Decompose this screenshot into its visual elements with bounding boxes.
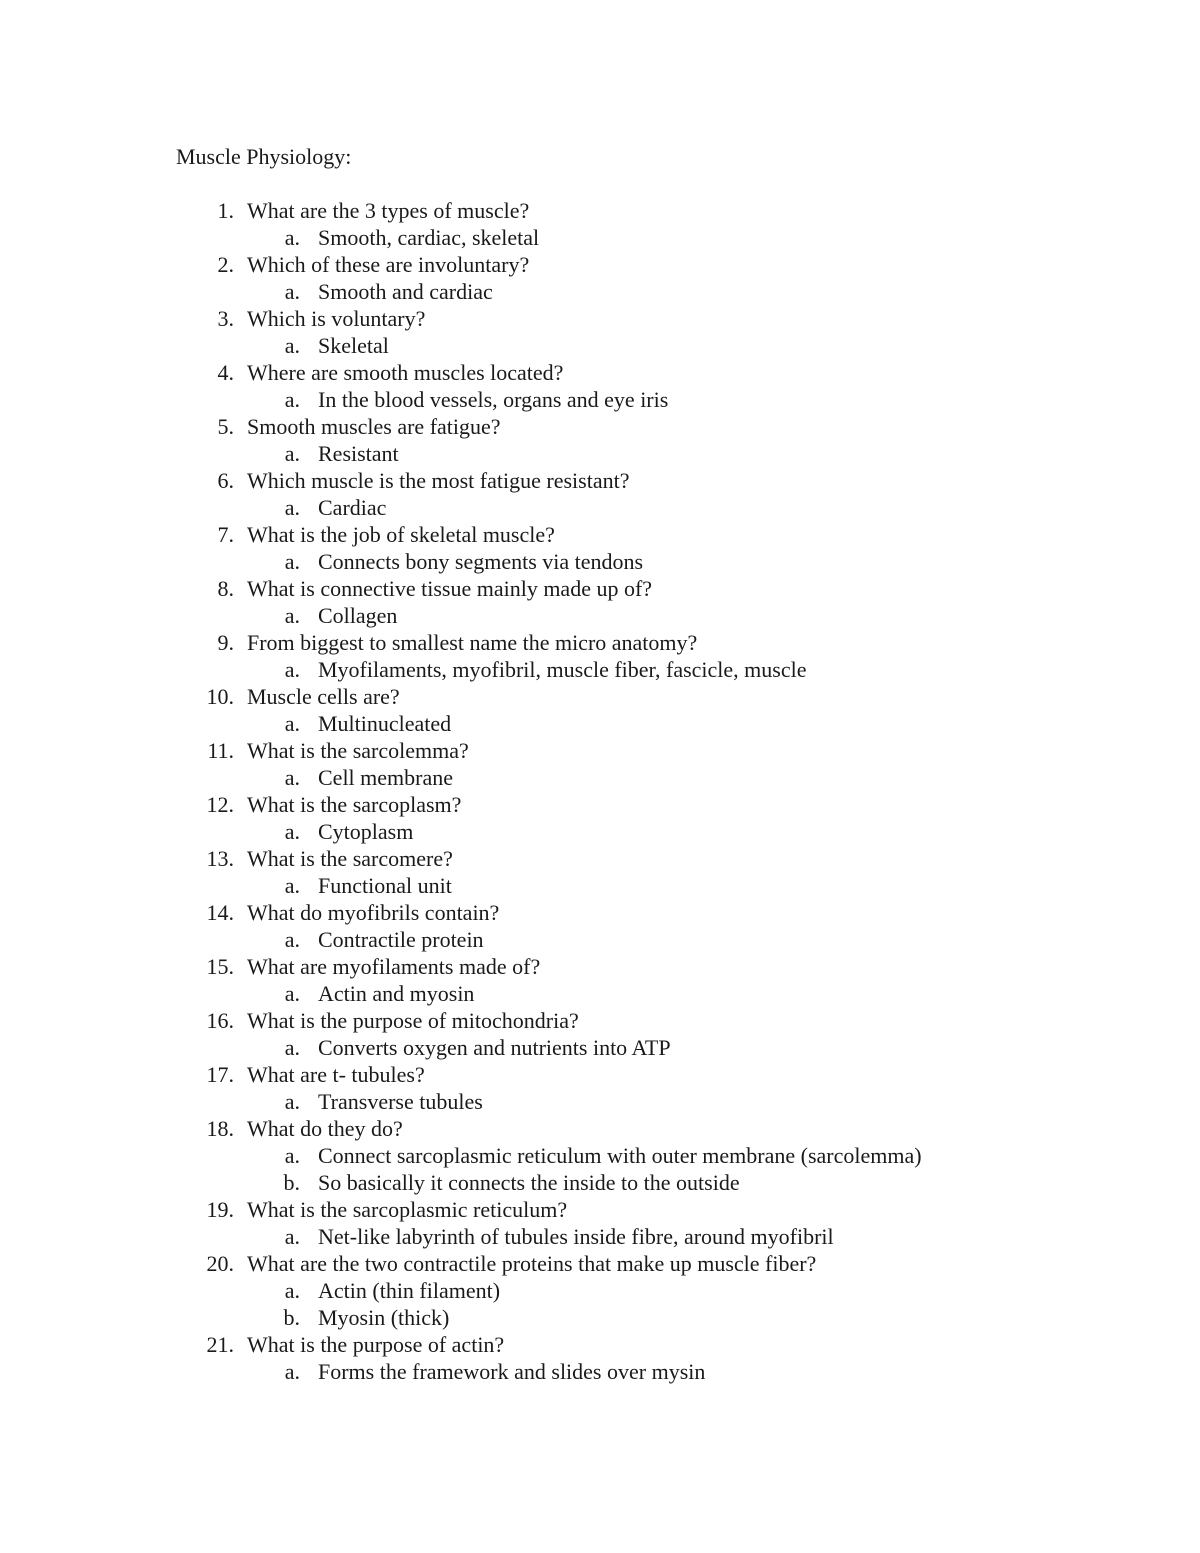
question-text: Which is voluntary? — [247, 306, 426, 331]
question-item — [0, 413, 1200, 440]
answer-text: Connect sarcoplasmic reticulum with outer membrane (sarcolemma) — [318, 1143, 922, 1168]
question-number: 5. — [217, 414, 234, 439]
answer-letter: a. — [284, 981, 300, 1006]
question-number: 1. — [217, 198, 234, 223]
answer-text: Net-like labyrinth of tubules inside fibre, around myofibril — [318, 1224, 834, 1249]
answer-item — [0, 980, 1200, 1007]
question-item — [0, 683, 1200, 710]
answer-text: Actin and myosin — [318, 981, 475, 1006]
answer-letter: a. — [284, 603, 300, 628]
answer-text: Smooth and cardiac — [318, 279, 493, 304]
answer-letter: a. — [284, 549, 300, 574]
question-number: 19. — [206, 1197, 234, 1222]
question-text: Which of these are involuntary? — [247, 252, 530, 277]
page-title: Muscle Physiology: — [176, 144, 352, 169]
answer-text: Collagen — [318, 603, 398, 628]
answer-text: Multinucleated — [318, 711, 452, 736]
question-number: 9. — [217, 630, 234, 655]
question-text: What is the purpose of mitochondria? — [247, 1008, 579, 1033]
question-item — [0, 845, 1200, 872]
question-item — [0, 1331, 1200, 1358]
answer-item — [0, 818, 1200, 845]
question-text: What is the job of skeletal muscle? — [247, 522, 555, 547]
question-number: 3. — [217, 306, 234, 331]
question-item — [0, 521, 1200, 548]
question-text: Smooth muscles are fatigue? — [247, 414, 501, 439]
answer-item — [0, 1277, 1200, 1304]
question-text: What are the 3 types of muscle? — [247, 198, 530, 223]
answer-item — [0, 386, 1200, 413]
answer-item — [0, 1358, 1200, 1385]
question-text: Which muscle is the most fatigue resistant? — [247, 468, 630, 493]
question-item — [0, 359, 1200, 386]
question-text: What is the sarcolemma? — [247, 738, 469, 763]
answer-item — [0, 1142, 1200, 1169]
question-number: 6. — [217, 468, 234, 493]
question-list — [0, 197, 1200, 1385]
answer-item — [0, 926, 1200, 953]
question-number: 7. — [217, 522, 234, 547]
question-number: 4. — [217, 360, 234, 385]
question-number: 2. — [217, 252, 234, 277]
answer-letter: a. — [284, 927, 300, 952]
answer-letter: a. — [284, 711, 300, 736]
answer-letter: a. — [284, 387, 300, 412]
question-item — [0, 197, 1200, 224]
question-item — [0, 737, 1200, 764]
answer-item — [0, 1088, 1200, 1115]
answer-text: Resistant — [318, 441, 399, 466]
answer-text: Cell membrane — [318, 765, 454, 790]
answer-text: Converts oxygen and nutrients into ATP — [318, 1035, 671, 1060]
answer-item — [0, 1169, 1200, 1196]
question-item — [0, 629, 1200, 656]
answer-item — [0, 710, 1200, 737]
question-text: What are the two contractile proteins that make up muscle fiber? — [247, 1251, 817, 1276]
answer-text: Cytoplasm — [318, 819, 414, 844]
answer-item — [0, 1304, 1200, 1331]
answer-text: Cardiac — [318, 495, 387, 520]
answer-text: Actin (thin filament) — [318, 1278, 501, 1303]
answer-item — [0, 1223, 1200, 1250]
answer-text: So basically it connects the inside to the outside — [318, 1170, 740, 1195]
answer-text: Myosin (thick) — [318, 1305, 450, 1330]
answer-text: Forms the framework and slides over mysin — [318, 1359, 706, 1384]
answer-text: Smooth, cardiac, skeletal — [318, 225, 540, 250]
answer-text: In the blood vessels, organs and eye iris — [318, 387, 669, 412]
answer-text: Myofilaments, myofibril, muscle fiber, fascicle, muscle — [318, 657, 807, 682]
answer-item — [0, 602, 1200, 629]
question-item — [0, 953, 1200, 980]
question-item — [0, 575, 1200, 602]
answer-text: Contractile protein — [318, 927, 484, 952]
answer-letter: a. — [284, 279, 300, 304]
question-text: From biggest to smallest name the micro anatomy? — [247, 630, 698, 655]
question-number: 8. — [217, 576, 234, 601]
answer-letter: a. — [284, 873, 300, 898]
question-text: Where are smooth muscles located? — [247, 360, 564, 385]
question-item — [0, 1115, 1200, 1142]
question-item — [0, 899, 1200, 926]
question-number: 14. — [206, 900, 234, 925]
question-text: What are myofilaments made of? — [247, 954, 541, 979]
question-number: 12. — [206, 792, 234, 817]
question-item — [0, 1250, 1200, 1277]
question-number: 15. — [206, 954, 234, 979]
question-number: 16. — [206, 1008, 234, 1033]
answer-letter: a. — [284, 1089, 300, 1114]
answer-letter: b. — [283, 1170, 300, 1195]
answer-letter: a. — [284, 1035, 300, 1060]
answer-letter: a. — [284, 765, 300, 790]
question-number: 18. — [206, 1116, 234, 1141]
question-text: What is connective tissue mainly made up of? — [247, 576, 653, 601]
question-text: What is the sarcoplasm? — [247, 792, 462, 817]
question-text: What do they do? — [247, 1116, 403, 1141]
question-item — [0, 467, 1200, 494]
question-text: Muscle cells are? — [247, 684, 400, 709]
answer-item — [0, 494, 1200, 521]
answer-letter: a. — [284, 1143, 300, 1168]
question-text: What is the sarcomere? — [247, 846, 453, 871]
answer-item — [0, 656, 1200, 683]
answer-letter: a. — [284, 819, 300, 844]
question-item — [0, 1061, 1200, 1088]
answer-item — [0, 548, 1200, 575]
question-text: What is the sarcoplasmic reticulum? — [247, 1197, 568, 1222]
answer-item — [0, 440, 1200, 467]
question-item — [0, 1196, 1200, 1223]
answer-item — [0, 332, 1200, 359]
question-text: What are t- tubules? — [247, 1062, 425, 1087]
question-number: 11. — [207, 738, 234, 763]
answer-text: Skeletal — [318, 333, 389, 358]
answer-letter: a. — [284, 1278, 300, 1303]
question-item — [0, 1007, 1200, 1034]
question-text: What do myofibrils contain? — [247, 900, 500, 925]
question-number: 13. — [206, 846, 234, 871]
question-number: 21. — [206, 1332, 234, 1357]
answer-letter: a. — [284, 441, 300, 466]
question-number: 10. — [206, 684, 234, 709]
answer-letter: a. — [284, 225, 300, 250]
answer-item — [0, 224, 1200, 251]
answer-item — [0, 1034, 1200, 1061]
answer-letter: a. — [284, 333, 300, 358]
question-number: 20. — [206, 1251, 234, 1276]
question-item — [0, 251, 1200, 278]
answer-item — [0, 872, 1200, 899]
question-number: 17. — [206, 1062, 234, 1087]
answer-item — [0, 764, 1200, 791]
question-text: What is the purpose of actin? — [247, 1332, 505, 1357]
answer-text: Connects bony segments via tendons — [318, 549, 644, 574]
question-item — [0, 305, 1200, 332]
answer-letter: a. — [284, 1224, 300, 1249]
answer-text: Transverse tubules — [318, 1089, 483, 1114]
answer-item — [0, 278, 1200, 305]
answer-text: Functional unit — [318, 873, 452, 898]
answer-letter: a. — [284, 657, 300, 682]
answer-letter: b. — [283, 1305, 300, 1330]
question-item — [0, 791, 1200, 818]
answer-letter: a. — [284, 495, 300, 520]
answer-letter: a. — [284, 1359, 300, 1384]
